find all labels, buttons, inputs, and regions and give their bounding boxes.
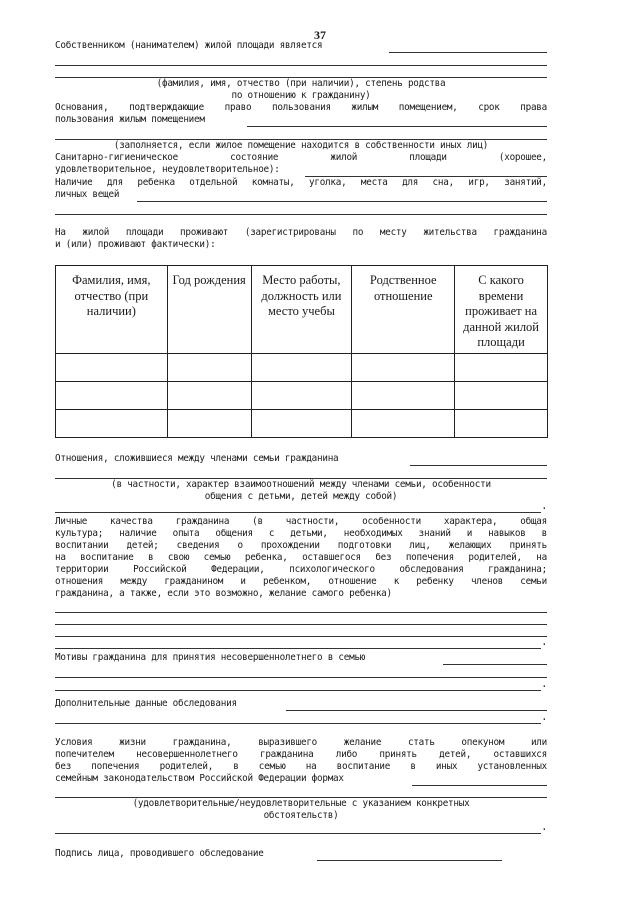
qualities-text-4: на воспитание в свою семью ребенка, оставшегося без попечения родителей, на <box>55 552 547 563</box>
residents-text-1: На жилой площади проживают (зарегистрированы по месту жительства гражданина <box>55 227 547 238</box>
residents-text-2: и (или) проживают фактически): <box>55 239 216 250</box>
table-cell[interactable] <box>455 410 548 438</box>
table-header-row <box>56 266 548 354</box>
qualities-field-line[interactable] <box>55 612 547 613</box>
signature-field-line[interactable] <box>317 860 502 861</box>
conditions-text-3: без попечения родителей, в семью на воспитание в иных установленных <box>55 761 547 772</box>
col-header-workplace: Место работы, должность или место учебы <box>251 266 352 354</box>
conditions-hint-1: (удовлетворительные/неудовлетворительные с указанием конкретных <box>132 798 470 809</box>
sanitary-text-1: Санитарно-гигиеническое состояние жилой площади (хорошее, <box>55 152 547 163</box>
conditions-text-1: Условия жизни гражданина, выразившего желание стать опекуном или <box>55 737 547 748</box>
table-row <box>56 354 548 382</box>
owner-label: Собственником (нанимателем) жилой площади является <box>55 40 323 51</box>
table-cell[interactable] <box>352 382 455 410</box>
table-cell[interactable] <box>56 410 168 438</box>
motives-field-line[interactable] <box>443 664 547 665</box>
owner-field-line[interactable] <box>389 52 547 53</box>
conditions-field-line[interactable] <box>412 785 547 786</box>
motives-label: Мотивы гражданина для принятия несовершеннолетнего в семью <box>55 652 366 663</box>
qualities-text-7: гражданина, а также, если это возможно, желание самого ребенка) <box>55 588 392 599</box>
table-cell[interactable] <box>167 354 251 382</box>
residents-table <box>55 265 548 438</box>
relations-field-line-3[interactable] <box>55 512 541 513</box>
owner-hint-1: (фамилия, имя, отчество (при наличии), степень родства <box>156 78 446 89</box>
col-header-birth-year: Год рождения <box>167 266 251 354</box>
conditions-hint-2: обстоятельств) <box>263 810 339 821</box>
col-header-name: Фамилия, имя, отчество (при наличии) <box>56 266 168 354</box>
additional-field-line-2[interactable] <box>55 723 541 724</box>
room-field-line[interactable] <box>137 201 547 202</box>
table-row <box>56 410 548 438</box>
conditions-text-2: попечителем несовершеннолетнего гражданина либо принять детей, оставшихся <box>55 749 547 760</box>
qualities-field-line-4[interactable] <box>55 648 541 649</box>
owner-hint-2: по отношению к гражданину) <box>231 90 371 101</box>
room-text-1: Наличие для ребенка отдельной комнаты, уголка, места для сна, игр, занятий, <box>55 177 547 188</box>
basis-field-line[interactable] <box>247 126 547 127</box>
table-cell[interactable] <box>352 354 455 382</box>
motives-field-line-2[interactable] <box>55 677 547 678</box>
additional-label: Дополнительные данные обследования <box>55 698 237 709</box>
table-cell[interactable] <box>455 354 548 382</box>
sanitary-text-2: удовлетворительное, неудовлетворительное): <box>55 164 280 175</box>
period-mark: . <box>541 501 548 513</box>
qualities-text-3: воспитании детей; сведения о прохождении подготовки лиц, желающих принять <box>55 540 547 551</box>
qualities-text-5: территории Российской Федерации, психологического обследования гражданина; <box>55 564 547 575</box>
table-cell[interactable] <box>56 382 168 410</box>
table-row <box>56 382 548 410</box>
owner-field-line-2[interactable] <box>55 65 547 66</box>
motives-field-line-3[interactable] <box>55 690 541 691</box>
table-cell[interactable] <box>167 410 251 438</box>
table-cell[interactable] <box>251 410 352 438</box>
table-cell[interactable] <box>167 382 251 410</box>
period-mark: . <box>541 637 548 649</box>
relations-label: Отношения, сложившиеся между членами семьи гражданина <box>55 453 339 464</box>
conditions-field-line-3[interactable] <box>55 833 541 834</box>
table-cell[interactable] <box>251 354 352 382</box>
additional-field-line[interactable] <box>286 710 547 711</box>
table-cell[interactable] <box>251 382 352 410</box>
conditions-text-4: семейным законодательством Российской Федерации формах <box>55 773 344 784</box>
col-header-relation: Родственное отношение <box>352 266 455 354</box>
room-field-line-2[interactable] <box>55 214 547 215</box>
signature-label: Подпись лица, проводившего обследование <box>55 848 264 859</box>
relations-hint-2: общения с детьми, детей между собой) <box>204 491 398 502</box>
relations-field-line[interactable] <box>410 465 547 466</box>
basis-hint: (заполняется, если жилое помещение находится в собственности иных лиц) <box>113 140 489 151</box>
table-cell[interactable] <box>455 382 548 410</box>
table-cell[interactable] <box>56 354 168 382</box>
page-number: 37 <box>314 28 326 42</box>
qualities-field-line-2[interactable] <box>55 624 547 625</box>
period-mark: . <box>541 712 548 724</box>
room-text-2: личных вещей <box>55 189 120 200</box>
period-mark: . <box>541 679 548 691</box>
table-cell[interactable] <box>352 410 455 438</box>
period-mark: . <box>541 822 548 834</box>
basis-text-1: Основания, подтверждающие право пользования жилым помещением, срок права <box>55 102 547 113</box>
qualities-text-6: отношения между гражданином и ребенком, отношение к ребенку членов семьи <box>55 576 547 587</box>
basis-text-2: пользования жилым помещением <box>55 114 205 125</box>
qualities-text-1: Личные качества гражданина (в частности, особенности характера, общая <box>55 516 547 527</box>
qualities-field-line-3[interactable] <box>55 636 547 637</box>
qualities-text-2: культура; наличие опыта общения с детьми, необходимых знаний и навыков в <box>55 528 547 539</box>
col-header-since: С какого времени проживает на данной жилой площади <box>455 266 548 354</box>
relations-hint-1: (в частности, характер взаимоотношений между членами семьи, особенности <box>111 479 491 490</box>
